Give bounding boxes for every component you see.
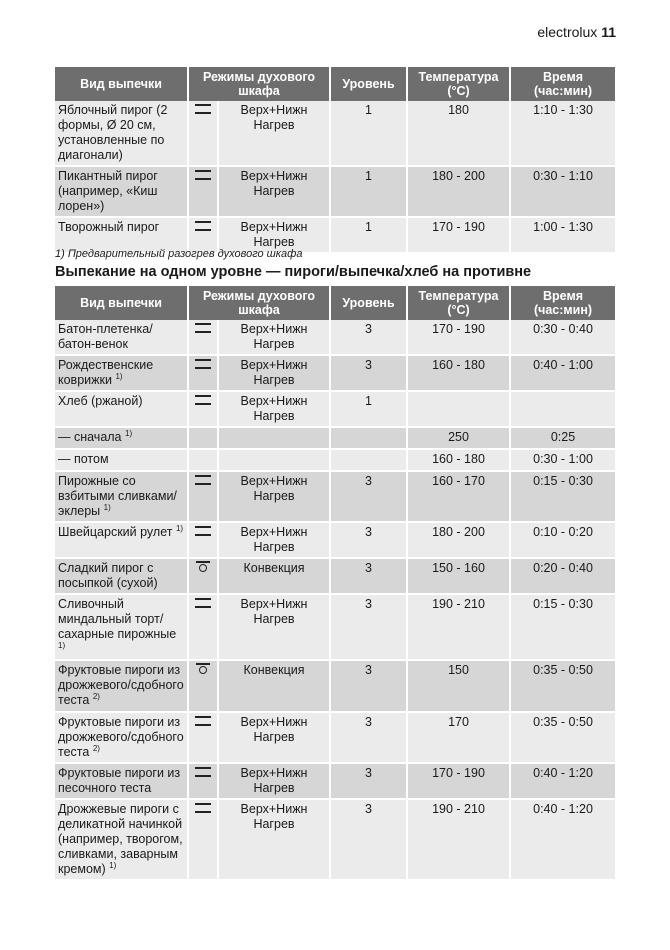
shelf-level: 1: [330, 101, 407, 166]
table-row: [55, 712, 615, 763]
table-1-body: [55, 101, 615, 253]
oven-mode: Верх+Нижн Нагрев: [218, 355, 330, 391]
baking-time: 0:30 - 1:00: [510, 449, 615, 471]
table-row: [55, 101, 615, 166]
table-row: [55, 558, 615, 594]
shelf-level: 3: [330, 320, 407, 355]
section-title: Выпекание на одном уровне — пироги/выпечка/хлеб на противне: [55, 264, 532, 280]
top-bottom-heat-icon: [195, 526, 211, 536]
shelf-level: 3: [330, 355, 407, 391]
col-header-temp: Температура (°C): [407, 286, 510, 320]
baking-time: 1:00 - 1:30: [510, 217, 615, 253]
oven-mode: Верх+Нижн Нагрев: [218, 391, 330, 427]
baking-time: 0:25: [510, 427, 615, 449]
baking-time: 0:15 - 0:30: [510, 594, 615, 660]
mode-icon-cell: [188, 166, 218, 217]
pastry-name: [55, 449, 188, 471]
pastry-name-text: Пикантный пирог (например, «Киш лорен»): [58, 169, 158, 213]
pastry-name-text: Фруктовые пироги из песочного теста: [58, 766, 181, 795]
brand-name: electrolux: [537, 24, 598, 40]
baking-time: 0:35 - 0:50: [510, 660, 615, 712]
baking-table-1: [55, 67, 615, 254]
pastry-name-text: Пирожные со взбитыми сливками/эклеры: [58, 474, 177, 518]
oven-mode: Конвекция: [218, 558, 330, 594]
temperature: 160 - 180: [407, 355, 510, 391]
baking-time: 0:40 - 1:20: [510, 799, 615, 880]
pastry-name: [55, 391, 188, 427]
baking-time: 0:20 - 0:40: [510, 558, 615, 594]
shelf-level: [330, 427, 407, 449]
col-header-mode: Режимы духового шкафа: [188, 67, 330, 101]
oven-mode: Конвекция: [218, 660, 330, 712]
baking-time: 0:15 - 0:30: [510, 471, 615, 522]
mode-icon-cell: [188, 594, 218, 660]
top-bottom-heat-icon: [195, 803, 211, 813]
top-bottom-heat-icon: [195, 170, 211, 180]
mode-icon-cell: [188, 660, 218, 712]
temperature: 180 - 200: [407, 166, 510, 217]
pastry-name: [55, 427, 188, 449]
baking-time: 0:40 - 1:20: [510, 763, 615, 799]
mode-icon-cell: [188, 799, 218, 880]
oven-mode: Верх+Нижн Нагрев: [218, 594, 330, 660]
pastry-name-text: Дрожжевые пироги с деликатной начинкой (например, творогом, сливками, заварным кремом): [58, 802, 183, 876]
oven-mode: Верх+Нижн Нагрев: [218, 471, 330, 522]
temperature: 180: [407, 101, 510, 166]
oven-mode: Верх+Нижн Нагрев: [218, 799, 330, 880]
top-bottom-heat-icon: [195, 323, 211, 333]
col-header-time: Время (час:мин): [510, 67, 615, 101]
oven-mode: Верх+Нижн Нагрев: [218, 101, 330, 166]
oven-mode: Верх+Нижн Нагрев: [218, 763, 330, 799]
top-bottom-heat-icon: [195, 716, 211, 726]
table-row: [55, 594, 615, 660]
shelf-level: 3: [330, 660, 407, 712]
shelf-level: 3: [330, 471, 407, 522]
shelf-level: 3: [330, 594, 407, 660]
table-row: [55, 449, 615, 471]
mode-icon-cell: [188, 712, 218, 763]
pastry-name: [55, 320, 188, 355]
baking-time: 0:30 - 1:10: [510, 166, 615, 217]
table-row: [55, 660, 615, 712]
table-row: [55, 763, 615, 799]
top-bottom-heat-icon: [195, 767, 211, 777]
top-bottom-heat-icon: [195, 475, 211, 485]
top-bottom-heat-icon: [195, 598, 211, 608]
pastry-name: [55, 660, 188, 712]
baking-table-2: [55, 286, 615, 881]
mode-icon-cell: [188, 558, 218, 594]
table-row: [55, 427, 615, 449]
oven-mode: [218, 427, 330, 449]
pastry-name-text: Творожный пирог: [58, 220, 160, 234]
temperature: [407, 391, 510, 427]
col-header-type: Вид выпечки: [55, 286, 188, 320]
footnote-ref: 1): [58, 640, 66, 650]
convection-fan-icon: [196, 663, 210, 675]
col-header-mode: Режимы духового шкафа: [188, 286, 330, 320]
footnote-ref: 1): [125, 428, 133, 438]
shelf-level: 3: [330, 712, 407, 763]
pastry-name: [55, 763, 188, 799]
shelf-level: 1: [330, 166, 407, 217]
top-bottom-heat-icon: [195, 395, 211, 405]
baking-time: 0:30 - 0:40: [510, 320, 615, 355]
temperature: 160 - 180: [407, 449, 510, 471]
mode-icon-cell: [188, 471, 218, 522]
oven-mode: Верх+Нижн Нагрев: [218, 166, 330, 217]
footnote-ref: 2): [92, 743, 100, 753]
pastry-name: [55, 101, 188, 166]
pastry-name-text: — потом: [58, 452, 109, 466]
pastry-name: [55, 471, 188, 522]
top-bottom-heat-icon: [195, 221, 211, 231]
temperature: 170 - 190: [407, 320, 510, 355]
pastry-name-text: Фруктовые пироги из дрожжевого/сдобного теста: [58, 663, 184, 707]
mode-icon-cell: [188, 320, 218, 355]
footnote: 1) Предварительный разогрев духового шкафа: [55, 248, 303, 260]
baking-time: 0:10 - 0:20: [510, 522, 615, 558]
baking-time: 0:40 - 1:00: [510, 355, 615, 391]
pastry-name-text: Хлеб (ржаной): [58, 394, 143, 408]
table-row: [55, 320, 615, 355]
mode-icon-cell: [188, 522, 218, 558]
pastry-name-text: Рождественские коврижки: [58, 358, 154, 387]
convection-fan-icon: [196, 561, 210, 573]
col-header-level: Уровень: [330, 286, 407, 320]
pastry-name: [55, 166, 188, 217]
oven-mode: Верх+Нижн Нагрев: [218, 522, 330, 558]
pastry-name: [55, 799, 188, 880]
table-row: [55, 471, 615, 522]
col-header-type: Вид выпечки: [55, 67, 188, 101]
temperature: 170 - 190: [407, 217, 510, 253]
oven-mode: [218, 449, 330, 471]
pastry-name-text: Сливочный миндальный торт/сахарные пирожные: [58, 597, 177, 641]
baking-time: [510, 391, 615, 427]
table-row: [55, 166, 615, 217]
pastry-name-text: Яблочный пирог (2 формы, Ø 20 см, установленные по диагонали): [58, 103, 168, 162]
pastry-name: [55, 594, 188, 660]
table-2-body: [55, 320, 615, 880]
shelf-level: 1: [330, 217, 407, 253]
shelf-level: 3: [330, 799, 407, 880]
footnote-ref: 1): [109, 860, 117, 870]
top-bottom-heat-icon: [195, 104, 211, 114]
mode-icon-cell: [188, 355, 218, 391]
mode-icon-cell: [188, 427, 218, 449]
footnote-ref: 1): [115, 371, 123, 381]
temperature: 150 - 160: [407, 558, 510, 594]
shelf-level: [330, 449, 407, 471]
mode-icon-cell: [188, 391, 218, 427]
pastry-name: [55, 355, 188, 391]
mode-icon-cell: [188, 763, 218, 799]
temperature: 190 - 210: [407, 594, 510, 660]
temperature: 150: [407, 660, 510, 712]
temperature: 180 - 200: [407, 522, 510, 558]
col-header-time: Время (час:мин): [510, 286, 615, 320]
table-row: [55, 391, 615, 427]
temperature: 160 - 170: [407, 471, 510, 522]
shelf-level: 3: [330, 522, 407, 558]
pastry-name-text: Сладкий пирог с посыпкой (сухой): [58, 561, 158, 590]
pastry-name-text: — сначала: [58, 430, 122, 444]
pastry-name: [55, 712, 188, 763]
footnote-ref: 1): [103, 502, 111, 512]
table-row: [55, 522, 615, 558]
shelf-level: 3: [330, 558, 407, 594]
mode-icon-cell: [188, 101, 218, 166]
pastry-name: [55, 522, 188, 558]
pastry-name-text: Батон-плетенка/батон-венок: [58, 322, 153, 351]
page-number: 11: [601, 24, 616, 40]
table-row: [55, 799, 615, 880]
temperature: 170 - 190: [407, 763, 510, 799]
oven-mode: Верх+Нижн Нагрев: [218, 712, 330, 763]
top-bottom-heat-icon: [195, 359, 211, 369]
oven-mode: Верх+Нижн Нагрев: [218, 320, 330, 355]
pastry-name-text: Швейцарский рулет: [58, 525, 173, 539]
temperature: 250: [407, 427, 510, 449]
table-row: [55, 355, 615, 391]
baking-time: 1:10 - 1:30: [510, 101, 615, 166]
footnote-ref: 2): [92, 691, 100, 701]
col-header-temp: Температура (°C): [407, 67, 510, 101]
col-header-level: Уровень: [330, 67, 407, 101]
mode-icon-cell: [188, 449, 218, 471]
temperature: 170: [407, 712, 510, 763]
temperature: 190 - 210: [407, 799, 510, 880]
shelf-level: 3: [330, 763, 407, 799]
page-header: [537, 24, 616, 40]
pastry-name-text: Фруктовые пироги из дрожжевого/сдобного теста: [58, 715, 184, 759]
footnote-ref: 1): [175, 523, 184, 533]
shelf-level: 1: [330, 391, 407, 427]
baking-time: 0:35 - 0:50: [510, 712, 615, 763]
pastry-name: [55, 558, 188, 594]
oven-mode: Верх+Нижн Нагрев: [218, 217, 330, 253]
